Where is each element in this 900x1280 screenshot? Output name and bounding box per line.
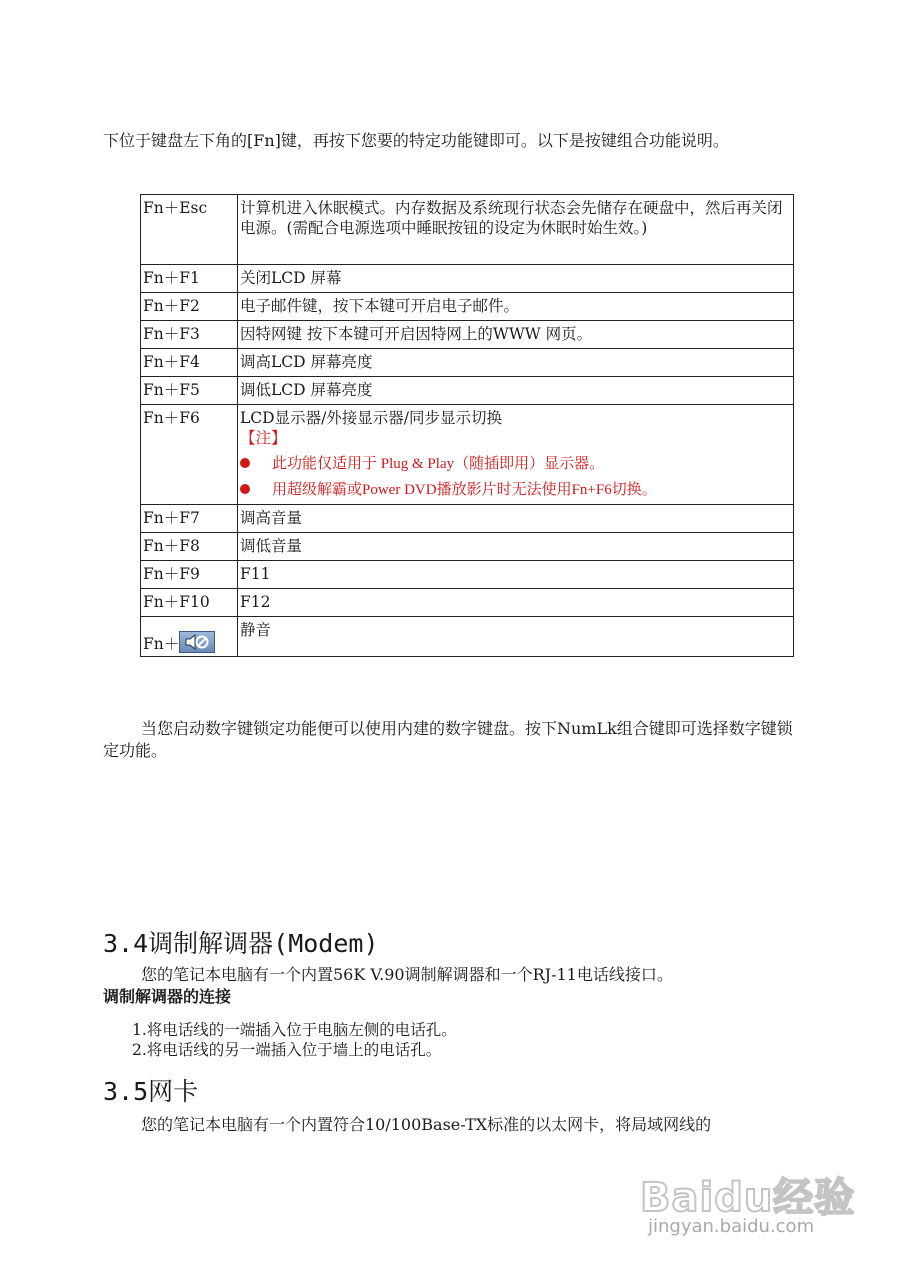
desc-cell: 调低音量 [238, 533, 794, 561]
nic-body: 您的笔记本电脑有一个内置符合10/100Base-TX标准的以太网卡，将局域网线的 [141, 1115, 712, 1134]
note-item [240, 454, 791, 474]
bullet-icon [240, 484, 250, 494]
desc-text: LCD显示器/外接显示器/同步显示切换 [240, 409, 503, 427]
table-row [141, 405, 794, 505]
key-cell: Fn＋F6 [141, 405, 238, 505]
note-item [240, 480, 791, 500]
note-label: 【注】 [240, 429, 287, 447]
bullet-icon [240, 458, 250, 468]
key-cell: Fn＋F4 [141, 349, 238, 377]
key-cell: Fn＋F9 [141, 561, 238, 589]
table-row [141, 321, 794, 349]
key-cell: Fn＋F3 [141, 321, 238, 349]
function-key-table [140, 194, 794, 657]
desc-cell: 关闭LCD 屏幕 [238, 265, 794, 293]
watermark-brand: Baidu经验 [640, 1175, 856, 1221]
key-cell: Fn＋F1 [141, 265, 238, 293]
key-cell [141, 617, 238, 657]
watermark-url: jingyan.baidu.com [648, 1216, 815, 1237]
desc-cell: F12 [238, 589, 794, 617]
table-row [141, 293, 794, 321]
desc-cell: 计算机进入休眠模式。内存数据及系统现行状态会先储存在硬盘中，然后再关闭电源。(需配合电源选项中睡眠按钮的设定为休眠时始生效。) [238, 195, 794, 265]
table-row [141, 589, 794, 617]
table-row [141, 533, 794, 561]
modem-body: 您的笔记本电脑有一个内置56K V.90调制解调器和一个RJ-11电话线接口。 [141, 965, 673, 984]
baidu-watermark [640, 1150, 860, 1250]
desc-cell-with-notes [238, 405, 794, 505]
table-row [141, 505, 794, 533]
note-text: 用超级解霸或Power DVD播放影片时无法使用Fn+F6切换。 [272, 482, 657, 498]
mute-speaker-icon [179, 631, 215, 653]
key-cell: Fn＋Esc [141, 195, 238, 265]
section-title-modem: 3.4调制解调器(Modem) [103, 929, 379, 958]
table-row [141, 195, 794, 265]
desc-cell: F11 [238, 561, 794, 589]
key-cell: Fn＋F8 [141, 533, 238, 561]
section-title-nic: 3.5网卡 [103, 1077, 199, 1106]
desc-cell: 调高LCD 屏幕亮度 [238, 349, 794, 377]
note-text: 此功能仅适用于 Plug & Play（随插即用）显示器。 [272, 456, 605, 472]
desc-cell: 调低LCD 屏幕亮度 [238, 377, 794, 405]
desc-cell: 电子邮件键，按下本键可开启电子邮件。 [238, 293, 794, 321]
table-row [141, 377, 794, 405]
desc-cell: 静音 [238, 617, 794, 657]
table-row [141, 561, 794, 589]
modem-steps [132, 1020, 457, 1060]
intro-paragraph: 下位于键盘左下角的[Fn]键，再按下您要的特定功能键即可。以下是按键组合功能说明。 [103, 131, 729, 150]
key-cell: Fn＋F7 [141, 505, 238, 533]
key-label: Fn＋ [143, 635, 180, 653]
table-row [141, 617, 794, 657]
desc-cell: 调高音量 [238, 505, 794, 533]
desc-cell: 因特网键 按下本键可开启因特网上的WWW 网页。 [238, 321, 794, 349]
list-item: 1.将电话线的一端插入位于电脑左侧的电话孔。 [132, 1021, 457, 1039]
table-row [141, 265, 794, 293]
key-cell: Fn＋F10 [141, 589, 238, 617]
key-cell: Fn＋F5 [141, 377, 238, 405]
key-cell: Fn＋F2 [141, 293, 238, 321]
numlock-paragraph: 当您启动数字键锁定功能便可以使用内建的数字键盘。按下NumLk组合键即可选择数字键锁定功能。 [103, 719, 793, 760]
table-row [141, 349, 794, 377]
modem-subheading: 调制解调器的连接 [103, 987, 232, 1006]
list-item: 2.将电话线的另一端插入位于墙上的电话孔。 [132, 1041, 442, 1059]
